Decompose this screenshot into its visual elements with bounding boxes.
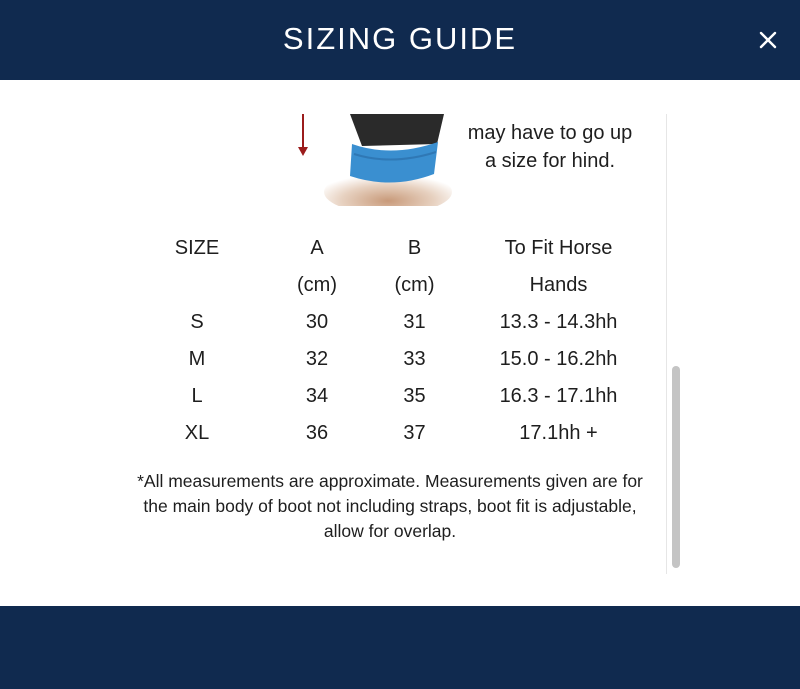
cell-size: S	[190, 311, 204, 333]
cell-b: 33	[403, 348, 426, 370]
header-size-unit	[146, 267, 248, 304]
footnote-line: the main body of boot not including straps, boot fit is adjustable,	[143, 496, 637, 516]
table-row	[146, 378, 674, 415]
modal-title: SIZING GUIDE	[282, 21, 518, 56]
cell-fit: 13.3 - 14.3hh	[499, 311, 618, 333]
cell-fit: 15.0 - 16.2hh	[499, 348, 618, 370]
cell-a: 30	[305, 311, 329, 333]
cell-size: M	[188, 348, 206, 370]
cell-a: 36	[305, 422, 329, 444]
table-header-row	[146, 230, 674, 267]
footnote-line: allow for overlap.	[323, 521, 457, 541]
header-size: SIZE	[174, 237, 220, 259]
table-row	[146, 415, 674, 452]
table-row	[146, 341, 674, 378]
cell-b: 35	[403, 385, 426, 407]
header-a-unit: (cm)	[297, 274, 337, 296]
header-fit-unit: Hands	[529, 274, 588, 296]
scrollbar-thumb[interactable]	[672, 366, 680, 568]
close-button[interactable]	[752, 24, 784, 56]
cell-fit: 16.3 - 17.1hh	[499, 385, 618, 407]
header-a: A	[310, 237, 324, 259]
boot-image	[292, 114, 452, 206]
cell-a: 34	[305, 385, 329, 407]
note-text	[440, 98, 660, 175]
header-b-unit: (cm)	[394, 274, 435, 296]
footnote	[120, 469, 660, 544]
modal-body[interactable]	[0, 80, 800, 606]
table-header-row-2	[146, 267, 674, 304]
header-b: B	[407, 237, 422, 259]
modal-footer	[0, 606, 800, 689]
header-fit: To Fit Horse	[504, 237, 613, 259]
close-icon	[752, 24, 784, 56]
cell-size: L	[191, 385, 203, 407]
note-line: a size for hind.	[484, 150, 616, 172]
modal-header	[0, 0, 800, 80]
footnote-line: *All measurements are approximate. Measurements given are for	[137, 471, 643, 491]
boot-illustration	[292, 114, 452, 206]
note-line: may have to go up	[467, 122, 633, 144]
size-table	[146, 230, 674, 452]
cell-fit: 17.1hh +	[519, 422, 598, 444]
cell-b: 37	[403, 422, 426, 444]
table-row	[146, 304, 674, 341]
cell-a: 32	[305, 348, 329, 370]
scrollbar-divider	[666, 114, 667, 574]
cell-size: XL	[184, 422, 210, 444]
cell-b: 31	[403, 311, 426, 333]
